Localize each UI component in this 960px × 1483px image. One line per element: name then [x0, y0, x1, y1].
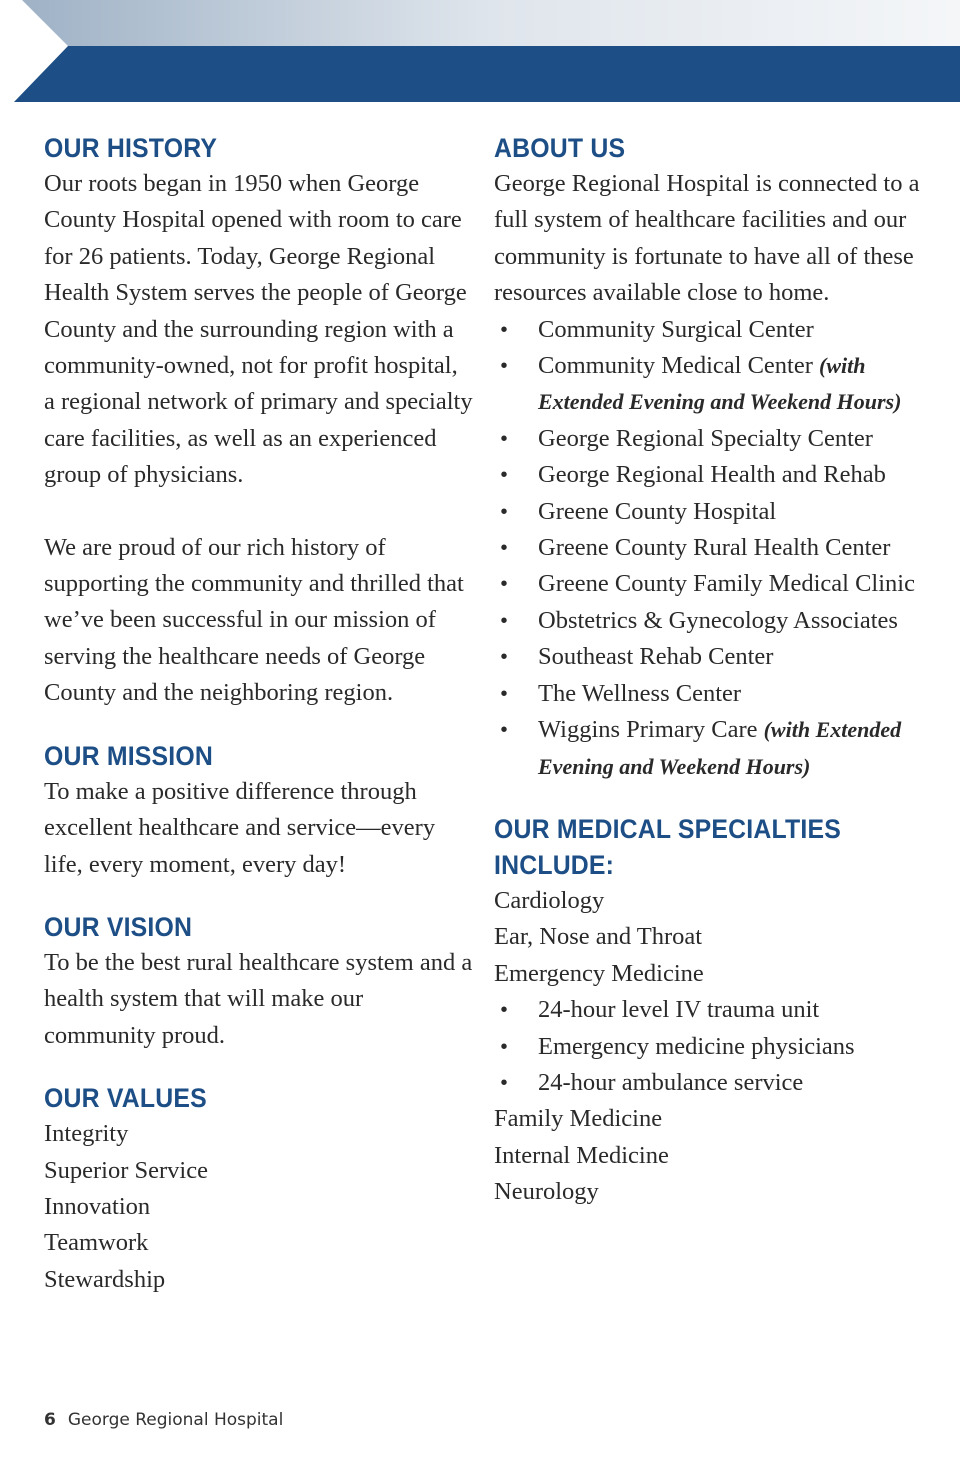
specialties-heading-line-2: INCLUDE: — [494, 849, 615, 880]
footer-title: George Regional Hospital — [67, 1410, 284, 1430]
facility-name: Community Medical Center — [538, 352, 820, 380]
bullet-icon: • — [500, 573, 508, 596]
facility-item — [494, 312, 934, 348]
mission-heading: OUR MISSION — [44, 740, 214, 771]
history-paragraph-2: We are proud of our rich history of supporting the community and thrilled that we’ve been successful in our mission of serving the healthcare needs of George County and the neighboring region. — [44, 533, 464, 707]
specialties-list-continued — [494, 1101, 934, 1210]
facility-item — [494, 566, 934, 602]
facility-name: Community Surgical Center — [538, 315, 814, 343]
bullet-icon: • — [500, 318, 508, 341]
history-paragraph-1: Our roots began in 1950 when George County Hospital opened with room to care for 26 patients. Today, George Regional Health System serves the people of George County and the surrounding region with a community-owned, not for profit hospital, a regional network of primary and specialty care facilities, as well as an experienced group of physicians. — [44, 170, 473, 489]
specialties-heading-line-1: OUR MEDICAL SPECIALTIES — [494, 813, 841, 844]
facility-item — [494, 530, 934, 566]
values-heading: OUR VALUES — [44, 1083, 207, 1114]
emergency-service-label: 24-hour level IV trauma unit — [538, 996, 820, 1024]
values-item: Integrity — [44, 1120, 129, 1148]
facility-item — [494, 348, 934, 421]
specialty-item: Neurology — [494, 1178, 599, 1206]
facility-name: Southeast Rehab Center — [538, 643, 774, 671]
page-number: 6 — [44, 1410, 56, 1430]
facility-hours-note: (with Extended Evening and Weekend Hours) — [538, 717, 902, 779]
facility-item — [494, 421, 934, 457]
emergency-service-label: Emergency medicine physicians — [538, 1032, 855, 1060]
about-heading: ABOUT US — [494, 133, 626, 163]
about-intro: George Regional Hospital is connected to a full system of healthcare facilities and our community is fortunate to have all of these resources available close to home. — [494, 170, 920, 307]
bullet-icon: • — [500, 646, 508, 669]
facility-name: The Wellness Center — [538, 679, 742, 707]
values-item: Superior Service — [44, 1156, 208, 1184]
facility-item — [494, 712, 934, 785]
facility-name: Greene County Rural Health Center — [538, 534, 891, 562]
bullet-icon: • — [500, 999, 508, 1022]
specialty-item: Cardiology — [494, 886, 605, 914]
bullet-icon: • — [500, 682, 508, 705]
facility-item — [494, 603, 934, 639]
values-item: Stewardship — [44, 1265, 166, 1293]
bullet-icon: • — [500, 719, 508, 742]
bullet-icon: • — [500, 355, 508, 378]
page-footer — [44, 1410, 283, 1430]
right-column — [494, 130, 934, 1211]
specialty-item: Ear, Nose and Throat — [494, 923, 703, 951]
values-item: Teamwork — [44, 1229, 149, 1257]
specialties-list — [494, 883, 934, 992]
emergency-service-item — [494, 1029, 934, 1065]
bullet-icon: • — [500, 537, 508, 560]
bullet-icon: • — [500, 609, 508, 632]
left-column — [44, 130, 474, 1298]
vision-heading: OUR VISION — [44, 911, 193, 942]
bullet-icon: • — [500, 464, 508, 487]
header-banner — [0, 0, 960, 104]
specialty-item: Family Medicine — [494, 1105, 663, 1133]
vision-text: To be the best rural healthcare system and a health system that will make our community proud. — [44, 948, 473, 1049]
emergency-service-item — [494, 992, 934, 1028]
emergency-service-label: 24-hour ambulance service — [538, 1068, 804, 1096]
emergency-service-item — [494, 1065, 934, 1101]
specialty-item: Internal Medicine — [494, 1141, 669, 1169]
facility-name: Obstetrics & Gynecology Associates — [538, 606, 898, 634]
specialty-item: Emergency Medicine — [494, 959, 704, 987]
emergency-services-list — [494, 992, 934, 1101]
bullet-icon: • — [500, 500, 508, 523]
facility-name: George Regional Specialty Center — [538, 424, 873, 452]
values-list — [44, 1116, 474, 1298]
facility-item — [494, 494, 934, 530]
values-item: Innovation — [44, 1192, 151, 1220]
mission-text: To make a positive difference through excellent healthcare and service—every life, every moment, every day! — [44, 777, 436, 878]
facility-item — [494, 676, 934, 712]
facility-name: Greene County Hospital — [538, 497, 777, 525]
history-heading: OUR HISTORY — [44, 133, 218, 163]
facility-item — [494, 639, 934, 675]
bullet-icon: • — [500, 427, 508, 450]
facility-name: Wiggins Primary Care — [538, 716, 764, 744]
bullet-icon: • — [500, 1071, 508, 1094]
facility-item — [494, 457, 934, 493]
facility-hours-note: (with Extended Evening and Weekend Hours) — [538, 353, 902, 415]
facility-name: Greene County Family Medical Clinic — [538, 570, 915, 598]
bullet-icon: • — [500, 1035, 508, 1058]
facility-name: George Regional Health and Rehab — [538, 461, 886, 489]
facilities-list — [494, 312, 934, 785]
